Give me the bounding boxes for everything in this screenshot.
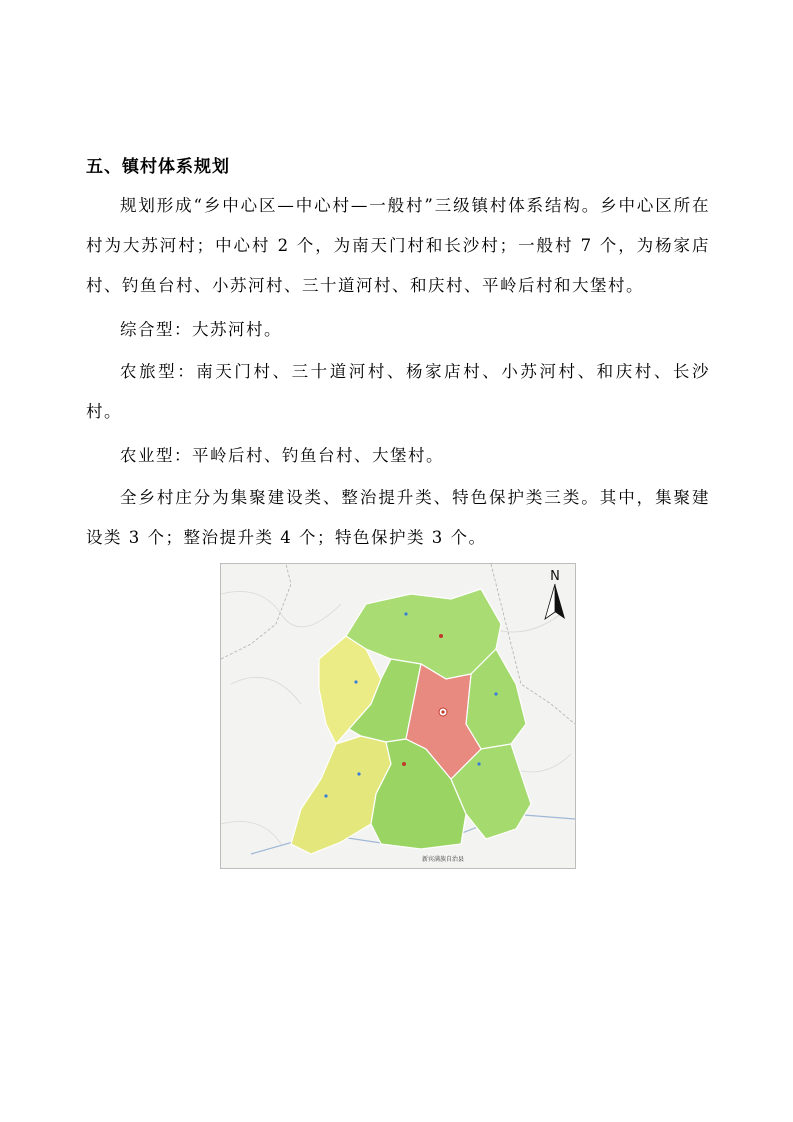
village-marker-icon bbox=[324, 794, 327, 797]
village-marker-icon bbox=[404, 612, 407, 615]
village-marker-icon bbox=[402, 762, 406, 766]
village-marker-icon bbox=[439, 634, 443, 638]
village-marker-icon bbox=[477, 762, 480, 765]
paragraph-village-types: 全乡村庄分为集聚建设类、整治提升类、特色保护类三类。其中，集聚建设类 3 个；整治提升类 4 个；特色保护类 3 个。 bbox=[86, 488, 710, 547]
map-svg bbox=[221, 564, 575, 868]
village-marker-icon bbox=[357, 772, 360, 775]
paragraph-structure: 规划形成“乡中心区—中心村—一般村”三级镇村体系结构。乡中心区所在村为大苏河村；中心村 2 个，为南天门村和长沙村；一般村 7 个，为杨家店村、钓鱼台村、小苏河村、三十道河村、和庆村、平岭后村和大堡村。 bbox=[86, 196, 710, 295]
village-system-map bbox=[220, 563, 576, 869]
county-label: 新宾满族自治县 bbox=[421, 856, 465, 863]
village-marker-icon bbox=[494, 692, 497, 695]
svg-text:N: N bbox=[550, 569, 560, 584]
paragraph-agriculture: 农业型：平岭后村、钓鱼台村、大堡村。 bbox=[120, 446, 444, 465]
center-marker-icon bbox=[439, 708, 447, 716]
paragraph-agri-tourism: 农旅型：南天门村、三十道河村、杨家店村、小苏河村、和庆村、长沙村。 bbox=[86, 362, 710, 421]
section-heading: 五、镇村体系规划 bbox=[86, 157, 230, 177]
village-marker-icon bbox=[354, 680, 357, 683]
paragraph-comprehensive: 综合型：大苏河村。 bbox=[120, 320, 282, 339]
